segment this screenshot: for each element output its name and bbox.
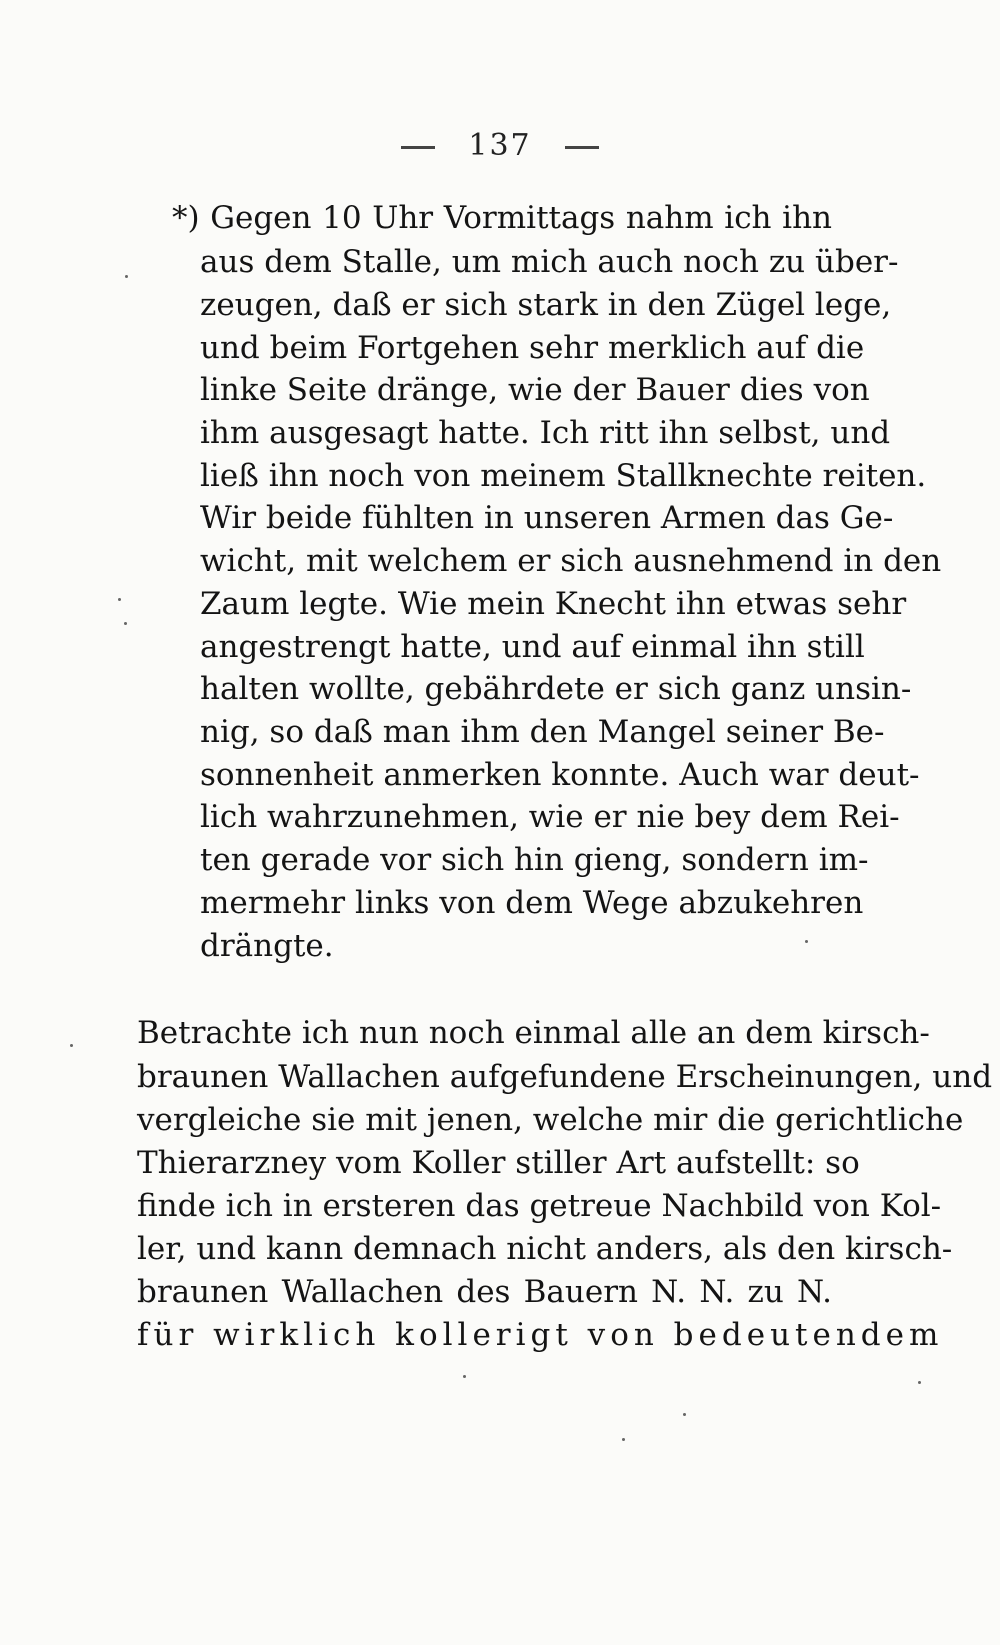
body-line: braunen Wallachen des Bauern N. N. zu N.: [137, 1274, 832, 1310]
footnote-line: ihm ausgesagt hatte. Ich ritt ihn selbst, und: [200, 415, 891, 451]
header-dash-left: [401, 146, 435, 149]
footnote-line: Wir beide fühlten in unseren Armen das Ge-: [200, 500, 894, 536]
footnote-line: Zaum legte. Wie mein Knecht ihn etwas sehr: [200, 586, 907, 622]
footnote-line: und beim Fortgehen sehr merklich auf die: [200, 330, 865, 366]
footnote-line: sonnenheit anmerken konnte. Auch war deut-: [200, 757, 920, 793]
scan-speck: [622, 1438, 625, 1441]
footnote-line: angestrengt hatte, und auf einmal ihn still: [200, 629, 865, 665]
body-line: vergleiche sie mit jenen, welche mir die gerichtliche: [137, 1102, 964, 1138]
body-line: Thierarzney vom Koller stiller Art aufstellt: so: [137, 1145, 860, 1181]
scan-speck: [683, 1413, 686, 1416]
footnote-line: halten wollte, gebährdete er sich ganz unsin-: [200, 671, 912, 707]
scan-speck: [805, 940, 808, 943]
footnote-line: mermehr links von dem Wege abzukehren: [200, 885, 864, 921]
body-line: finde ich in ersteren das getreue Nachbild von Kol-: [137, 1188, 942, 1224]
body-line: ler, und kann demnach nicht anders, als den kirsch-: [137, 1231, 953, 1267]
scan-speck: [125, 275, 128, 278]
page-number: 137: [468, 128, 532, 163]
footnote-line: wicht, mit welchem er sich ausnehmend in den: [200, 543, 942, 579]
body-line: Betrachte ich nun noch einmal alle an dem kirsch-: [137, 1015, 930, 1051]
footnote-line: aus dem Stalle, um mich auch noch zu über-: [200, 244, 899, 280]
footnote-line: nig, so daß man ihm den Mangel seiner Be-: [200, 714, 885, 750]
header-dash-right: [565, 146, 599, 149]
footnote-line: drängte.: [200, 928, 334, 964]
footnote-line: zeugen, daß er sich stark in den Zügel lege,: [200, 287, 892, 323]
footnote-line: linke Seite dränge, wie der Bauer dies von: [200, 372, 870, 408]
scan-speck: [70, 1044, 73, 1047]
scan-speck: [124, 622, 127, 625]
footnote-line: *) Gegen 10 Uhr Vormittags nahm ich ihn: [172, 200, 832, 236]
scan-speck: [918, 1381, 921, 1384]
scan-speck: [463, 1375, 466, 1378]
footnote-line: lich wahrzunehmen, wie er nie bey dem Rei-: [200, 799, 900, 835]
footnote-line: ten gerade vor sich hin gieng, sondern im-: [200, 842, 869, 878]
scan-speck: [118, 598, 121, 601]
body-line: braunen Wallachen aufgefundene Erscheinungen, und: [137, 1059, 993, 1095]
footnote-line: ließ ihn noch von meinem Stallknechte reiten.: [200, 458, 927, 494]
page-header: [0, 128, 1000, 163]
body-line: für wirklich kollerigt von bedeutendem: [137, 1317, 944, 1353]
